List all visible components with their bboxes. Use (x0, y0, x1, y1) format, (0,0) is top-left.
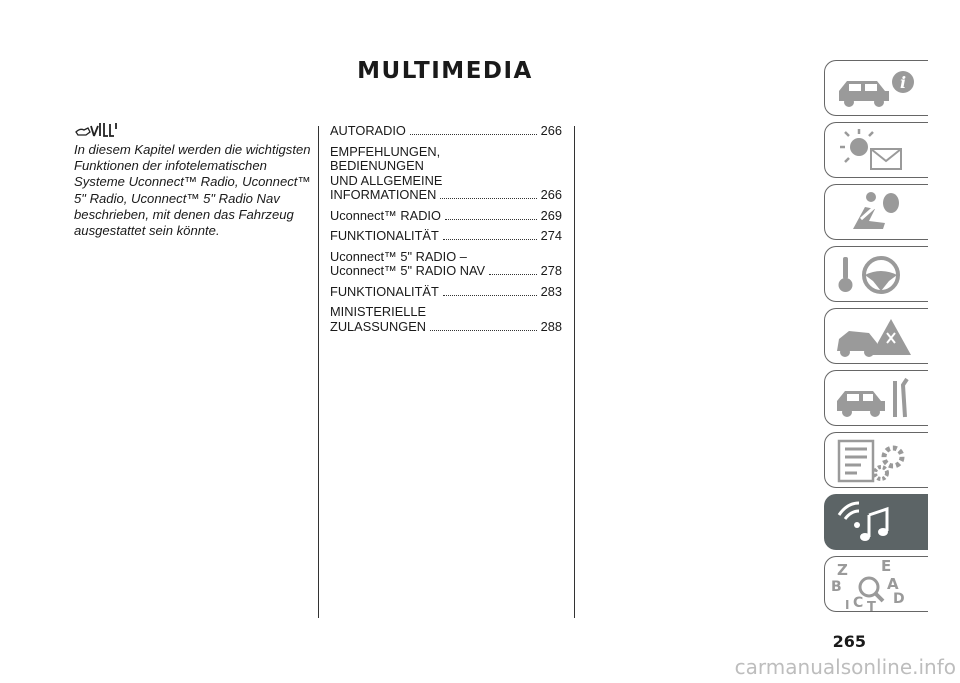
table-of-contents (330, 124, 562, 340)
warning-lights-message-icon (825, 123, 928, 178)
toc-page: 288 (540, 318, 562, 334)
toc-leader (445, 209, 537, 220)
toc-leader (410, 124, 537, 135)
multimedia-music-wifi-icon (825, 495, 928, 550)
toc-page: 266 (540, 123, 562, 138)
toc-title: ZULASSUNGEN (330, 318, 426, 334)
toc-entry-funktionalitaet-1[interactable] (330, 229, 562, 244)
toc-leader (443, 285, 537, 296)
toc-page: 274 (540, 228, 562, 243)
tab-warning-lights[interactable] (824, 122, 928, 178)
toc-title-line: UND ALLGEMEINE (330, 172, 443, 188)
page-number: 265 (832, 632, 866, 651)
car-breakdown-warning-icon (825, 309, 928, 364)
index-letter: T (867, 600, 876, 613)
index-letter: C (853, 595, 864, 611)
tab-maintenance[interactable] (824, 370, 928, 426)
toc-title: FUNKTIONALITÄT (330, 228, 439, 243)
toc-entry-autoradio[interactable] (330, 124, 562, 139)
toc-page: 269 (540, 207, 562, 223)
tab-index[interactable] (824, 556, 928, 612)
toc-title-line: BEDIENUNGEN (330, 158, 424, 173)
toc-entry-empfehlungen[interactable] (330, 145, 562, 203)
page-title: MULTIMEDIA (357, 58, 533, 84)
tab-multimedia[interactable] (824, 494, 928, 550)
toc-leader (440, 188, 536, 199)
column-divider-right (574, 126, 575, 618)
car-maintenance-tools-icon (825, 371, 928, 426)
watermark: carmanualsonline.info (734, 655, 956, 679)
toc-entry-uconnect-radio[interactable] (330, 209, 562, 224)
toc-title: AUTORADIO (330, 123, 406, 138)
tab-emergency[interactable] (824, 308, 928, 364)
alphabetical-index-icon (825, 557, 928, 612)
hand-pointer-mark-icon (74, 120, 120, 138)
toc-leader (443, 229, 537, 240)
tab-starting-driving[interactable] (824, 246, 928, 302)
toc-title: Uconnect™ RADIO (330, 207, 441, 223)
toc-title: FUNKTIONALITÄT (330, 283, 439, 299)
index-letter: I (845, 598, 850, 612)
toc-page: 266 (540, 187, 562, 202)
technical-data-gears-icon (825, 433, 928, 488)
column-divider-left (318, 126, 319, 618)
index-letter: A (887, 575, 899, 593)
toc-leader (489, 264, 537, 275)
toc-title: INFORMATIONEN (330, 187, 437, 202)
tab-safety[interactable] (824, 184, 928, 240)
toc-entry-uconnect-5-radio[interactable] (330, 250, 562, 279)
toc-entry-ministerielle-zulassungen[interactable] (330, 305, 562, 334)
toc-title-line: Uconnect™ 5" RADIO – (330, 248, 467, 264)
toc-title-line: EMPFEHLUNGEN, (330, 143, 441, 159)
index-letter: B (831, 579, 842, 595)
toc-entry-funktionalitaet-2[interactable] (330, 285, 562, 300)
index-letter: Z (837, 561, 848, 579)
tab-technical-data[interactable] (824, 432, 928, 488)
intro-text: In diesem Kapitel werden die wichtigsten Funktionen der infotelematischen Systeme Uconnect™ Radio, Uconnect™ 5" Radio, Uconnect™ 5" Radio Nav beschrieben, mit denen das Fahrzeug ausgestattet sein könnte. (74, 142, 311, 239)
svg-text:i: i (899, 73, 907, 92)
seat-airbag-icon (825, 185, 928, 240)
toc-page: 278 (540, 263, 562, 278)
toc-title: Uconnect™ 5" RADIO NAV (330, 263, 486, 278)
index-letter: E (881, 557, 892, 575)
key-steering-wheel-icon (825, 247, 928, 302)
toc-page: 283 (540, 283, 562, 299)
tab-car-info[interactable] (824, 60, 928, 116)
car-info-icon (825, 61, 928, 116)
toc-leader (430, 320, 537, 331)
index-letter: D (893, 591, 905, 607)
toc-title-line: MINISTERIELLE (330, 304, 427, 319)
